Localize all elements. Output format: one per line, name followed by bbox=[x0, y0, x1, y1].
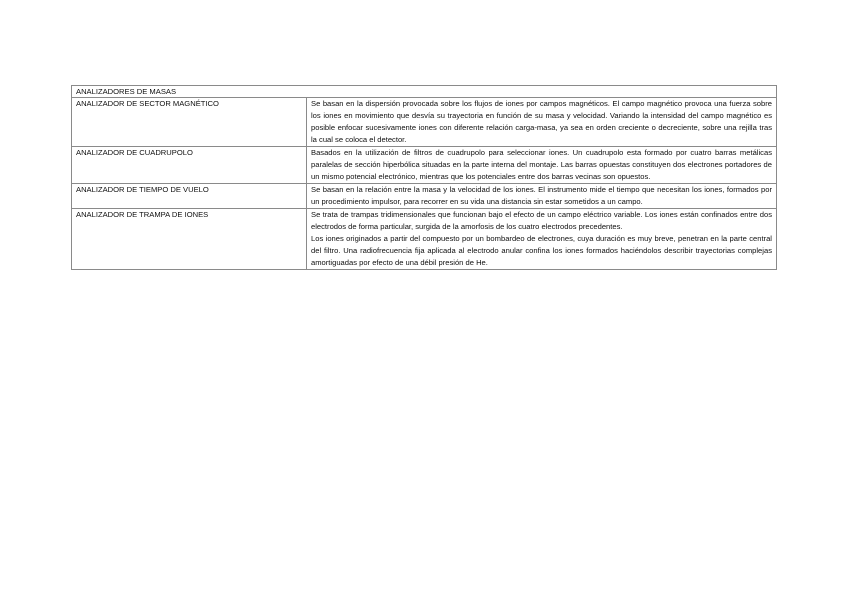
table-row bbox=[72, 184, 777, 209]
mass-analyzers-table bbox=[71, 85, 777, 270]
description-paragraph: Basados en la utilización de filtros de cuadrupolo para seleccionar iones. Un cuadrupolo esta formado por cuatro barras metálicas paralelas de sección hiperbólica situadas en la parte interna del montaje. Las barras opuestas constituyen dos electrones portadores de un mismo potencial electrónico, mientras que los potenciales entre dos barras vecinas son opuestos. bbox=[311, 148, 772, 181]
table-row bbox=[72, 98, 777, 147]
analyzer-description-time-of-flight bbox=[307, 184, 777, 209]
analyzer-description-magnetic-sector bbox=[307, 98, 777, 147]
analyzer-name-ion-trap: ANALIZADOR DE TRAMPA DE IONES bbox=[72, 209, 307, 270]
analyzer-name-time-of-flight: ANALIZADOR DE TIEMPO DE VUELO bbox=[72, 184, 307, 209]
table-row bbox=[72, 147, 777, 184]
description-paragraph: Se basan en la relación entre la masa y la velocidad de los iones. El instrumento mide el tiempo que necesitan los iones, formados por un procedimiento impulsor, para recorrer en su vida una distancia sin estar sometidos a un campo. bbox=[311, 185, 772, 206]
analyzer-name-magnetic-sector: ANALIZADOR DE SECTOR MAGNÉTICO bbox=[72, 98, 307, 147]
analyzer-description-quadrupole bbox=[307, 147, 777, 184]
table-title-cell: ANALIZADORES DE MASAS bbox=[72, 86, 777, 98]
description-paragraph: Se basan en la dispersión provocada sobre los flujos de iones por campos magnéticos. El campo magnético provoca una fuerza sobre los iones en movimiento que desvía su trayectoria en función de su masa y velocidad. Variando la intensidad del campo magnético es posible enfocar sucesivamente iones con diferente relación carga-masa, ya sea en orden creciente o decreciente, sobre una rejilla tras la cual se coloca el detector. bbox=[311, 99, 772, 144]
table-row bbox=[72, 209, 777, 270]
analyzer-name-quadrupole: ANALIZADOR DE CUADRUPOLO bbox=[72, 147, 307, 184]
analyzer-description-ion-trap bbox=[307, 209, 777, 270]
description-paragraph: Los iones originados a partir del compuesto por un bombardeo de electrones, cuya duración es muy breve, penetran en la parte central del filtro. Una radiofrecuencia fija aplicada al electrodo anular confina los iones formados haciéndolos describir trayectorias complejas amortiguadas por efecto de una débil presión de He. bbox=[311, 234, 772, 267]
description-paragraph: Se trata de trampas tridimensionales que funcionan bajo el efecto de un campo eléctrico variable. Los iones están confinados entre dos electrodos de forma particular, surgida de la amorfosis de los cuatro electrodos precedentes. bbox=[311, 210, 772, 231]
table-header-row bbox=[72, 86, 777, 98]
